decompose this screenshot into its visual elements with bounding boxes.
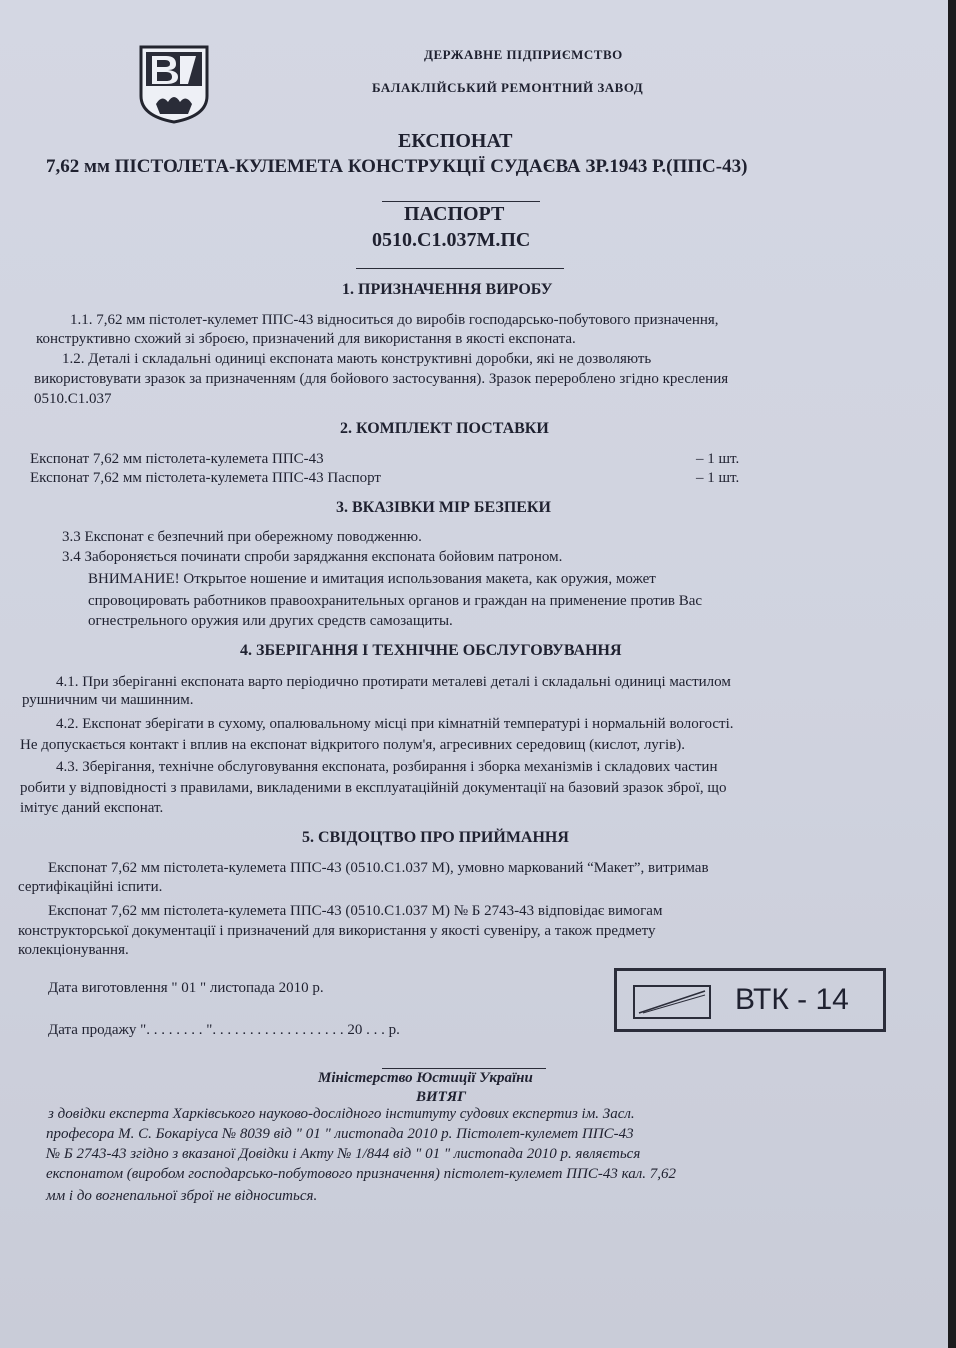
s5-line: конструкторської документації і призначений для використання у якості сувеніру, а також предмету — [18, 923, 656, 939]
manufacture-date: Дата виготовлення " 01 " листопада 2010 р. — [48, 980, 324, 996]
kit-qty: – 1 шт. — [696, 451, 740, 467]
s5-line: сертифікаційні іспити. — [18, 879, 163, 895]
s4-line: імітує даний експонат. — [20, 800, 164, 816]
extract-line: експонатом (виробом господарсько-побутового призначення) пістолет-кулемет ППС-43 кал. 7,62 — [46, 1166, 676, 1182]
s1-line: використовувати зразок за призначенням (для бойового застосування). Зразок перероблено згідно кресления — [34, 371, 729, 387]
s5-line: Експонат 7,62 мм пістолета-кулемета ППС-43 (0510.С1.037 М), умовно маркований “Макет”, витримав — [48, 860, 709, 876]
s4-line: Не допускається контакт і вплив на експонат відкритого полум'я, агресивних середовищ (кислот, лугів). — [20, 737, 685, 753]
s4-line: 4.3. Зберігання, технічне обслуговування експоната, розбирання і зборка механізмів і складових частин — [56, 759, 718, 775]
kit-item: Експонат 7,62 мм пістолета-кулемета ППС-43 — [30, 451, 324, 467]
factory-logo-icon — [138, 44, 210, 124]
kit-item: Експонат 7,62 мм пістолета-кулемета ППС-43 Паспорт — [30, 470, 381, 486]
qc-stamp — [614, 968, 886, 1032]
extract-line: професора М. С. Бокаріуса № 8039 від " 01 " листопада 2010 р. Пістолет-кулемет ППС-43 — [46, 1126, 634, 1142]
sale-date: Дата продажу ". . . . . . . . ". . . . . . . . . . . . . . . . . . 20 . . . р. — [48, 1022, 400, 1038]
passport-title: ПАСПОРТ — [404, 203, 505, 225]
s4-line: 4.1. При зберіганні експоната варто періодично протирати металеві деталі і складальні одиниці мастилом — [56, 674, 731, 690]
org-line-2: БАЛАКЛІЙСЬКИЙ РЕМОНТНИЙ ЗАВОД — [372, 80, 644, 95]
s1-line: 1.2. Деталі і складальні одиниці експоната мають конструктивні доробки, які не дозволяють — [62, 351, 652, 367]
s1-line: конструктивно схожий зі зброєю, призначений для використання в якості експоната. — [36, 331, 576, 347]
section-3-heading: 3. ВКАЗІВКИ МІР БЕЗПЕКИ — [336, 499, 551, 516]
s3-line: 3.4 Забороняється починати спроби заряджання експоната бойовим патроном. — [62, 549, 563, 565]
divider — [382, 201, 540, 202]
warning-line: спровоцировать работников правоохранительных органов и граждан на применение против Вас — [88, 593, 703, 609]
section-1-heading: 1. ПРИЗНАЧЕННЯ ВИРОБУ — [342, 281, 553, 298]
extract-title: ВИТЯГ — [416, 1089, 467, 1105]
stamp-signature-box — [633, 985, 711, 1019]
section-5-heading: 5. СВІДОЦТВО ПРО ПРИЙМАННЯ — [302, 829, 569, 846]
kit-qty: – 1 шт. — [696, 470, 740, 486]
s4-line: робити у відповідності з правилами, викладеними в експлуатаційній документації на базовий зразок зброї, що — [20, 780, 727, 796]
org-line-1: ДЕРЖАВНЕ ПІДПРИЄМСТВО — [424, 47, 623, 62]
extract-ministry: Міністерство Юстиції України — [318, 1070, 533, 1086]
divider — [356, 268, 564, 269]
passport-code: 0510.С1.037М.ПС — [372, 229, 531, 251]
extract-line: мм і до вогнепальної зброї не відноситься. — [46, 1188, 318, 1204]
s5-line: колекціонування. — [18, 942, 129, 958]
section-4-heading: 4. ЗБЕРІГАННЯ І ТЕХНІЧНЕ ОБСЛУГОВУВАННЯ — [240, 642, 622, 659]
warning-line: огнестрельного оружия или других средств самозащиты. — [88, 613, 453, 629]
s4-line: 4.2. Експонат зберігати в сухому, опалювальному місці при кімнатній температурі і нормальній вологості. — [56, 716, 734, 732]
stamp-text: ВТК - 14 — [735, 983, 849, 1016]
extract-line: № Б 2743-43 згідно з вказаної Довідки і Акту № 1/844 від " 01 " листопада 2010 р. являється — [46, 1146, 641, 1162]
s3-line: 3.3 Експонат є безпечний при обережному поводженню. — [62, 529, 422, 545]
title-line-1: ЕКСПОНАТ — [398, 130, 513, 152]
stamp-mark-icon — [635, 987, 709, 1017]
s1-line: 0510.С1.037 — [34, 391, 112, 407]
extract-line: з довідки експерта Харківського науково-дослідного інституту судових експертиз ім. Засл. — [48, 1106, 635, 1122]
s4-line: рушничним чи машинним. — [22, 692, 194, 708]
title-line-2: 7,62 мм ПІСТОЛЕТА-КУЛЕМЕТА КОНСТРУКЦІЇ СУДАЄВА ЗР.1943 Р.(ППС-43) — [46, 156, 748, 177]
warning-line: ВНИМАНИЕ! Открытое ношение и имитация использования макета, как оружия, может — [88, 571, 656, 587]
divider — [382, 1068, 546, 1069]
s5-line: Експонат 7,62 мм пістолета-кулемета ППС-43 (0510.С1.037 М) № Б 2743-43 відповідає вимогам — [48, 903, 663, 919]
section-2-heading: 2. КОМПЛЕКТ ПОСТАВКИ — [340, 420, 549, 437]
s1-line: 1.1. 7,62 мм пістолет-кулемет ППС-43 відноситься до виробів господарсько-побутового призначення, — [70, 312, 719, 328]
